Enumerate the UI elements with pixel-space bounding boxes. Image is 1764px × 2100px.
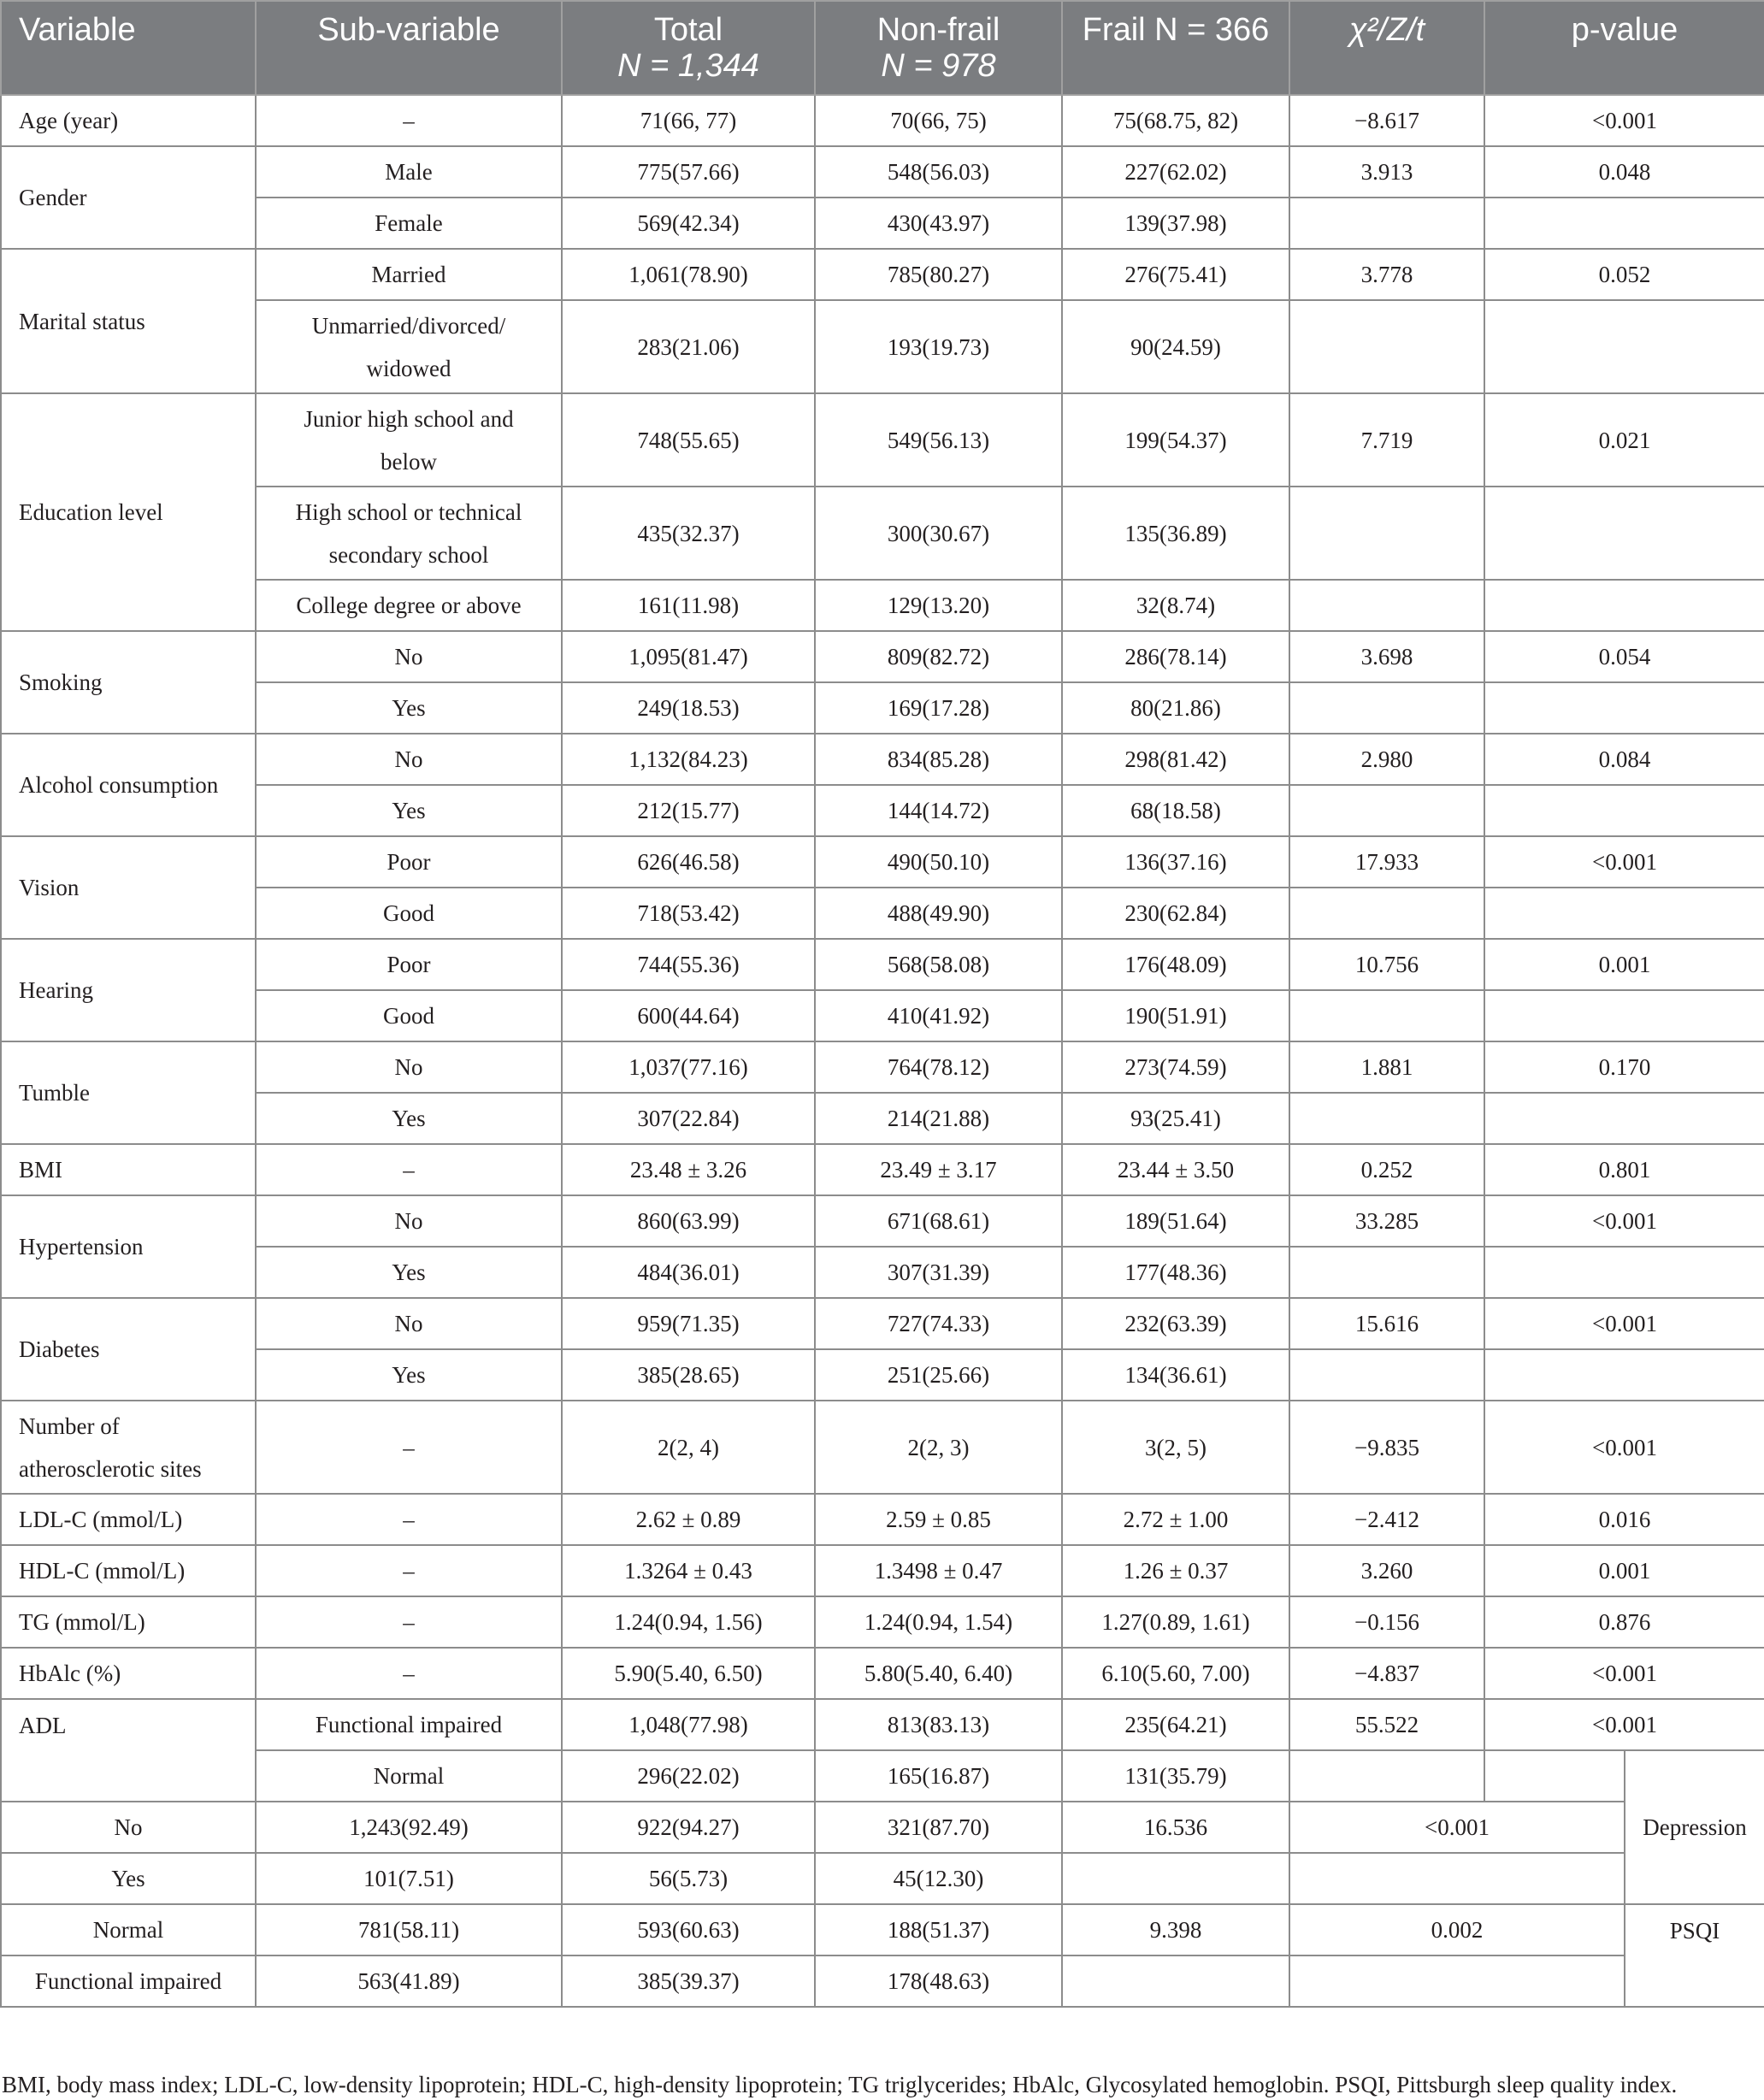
table-row bbox=[1, 300, 1764, 393]
nonfrail-cell: 169(17.28) bbox=[815, 682, 1062, 734]
nonfrail-cell: 727(74.33) bbox=[815, 1298, 1062, 1349]
pvalue-cell: <0.001 bbox=[1484, 836, 1764, 888]
sub-variable-cell: No bbox=[1, 1802, 256, 1853]
nonfrail-cell: 56(5.73) bbox=[562, 1853, 815, 1904]
nonfrail-cell: 5.80(5.40, 6.40) bbox=[815, 1648, 1062, 1699]
variable-cell: HDL-C (mmol/L) bbox=[1, 1545, 256, 1596]
frail-cell: 1.26 ± 0.37 bbox=[1062, 1545, 1289, 1596]
stat-cell: 15.616 bbox=[1289, 1298, 1484, 1349]
nonfrail-cell: 671(68.61) bbox=[815, 1195, 1062, 1247]
col-header-nonfrail-label: Non-frail bbox=[876, 12, 1000, 48]
nonfrail-cell: 593(60.63) bbox=[562, 1904, 815, 1955]
pvalue-cell: <0.001 bbox=[1484, 95, 1764, 146]
nonfrail-cell: 568(58.08) bbox=[815, 939, 1062, 990]
total-cell: 435(32.37) bbox=[562, 487, 815, 580]
col-header-frail: Frail N = 366 bbox=[1062, 1, 1289, 95]
nonfrail-cell: 1.3498 ± 0.47 bbox=[815, 1545, 1062, 1596]
pvalue-cell: 0.054 bbox=[1484, 631, 1764, 682]
table-row bbox=[1, 1041, 1764, 1093]
pvalue-cell bbox=[1289, 1955, 1625, 2007]
sub-variable-cell bbox=[256, 300, 562, 393]
table-row bbox=[1, 939, 1764, 990]
total-cell: 626(46.58) bbox=[562, 836, 815, 888]
table-row bbox=[1, 1596, 1764, 1648]
pvalue-cell bbox=[1484, 300, 1764, 393]
pvalue-cell: 0.084 bbox=[1484, 734, 1764, 785]
table-row bbox=[1, 1298, 1764, 1349]
variable-cell: Depression bbox=[1625, 1750, 1764, 1904]
stat-cell bbox=[1289, 888, 1484, 939]
stat-cell bbox=[1289, 785, 1484, 836]
pvalue-cell: <0.001 bbox=[1484, 1298, 1764, 1349]
stat-cell: 9.398 bbox=[1062, 1904, 1289, 1955]
stat-cell bbox=[1289, 990, 1484, 1041]
sub-variable-cell: Good bbox=[256, 888, 562, 939]
sub-variable-line: Unmarried/divorced/ bbox=[311, 312, 506, 339]
frail-cell: 189(51.64) bbox=[1062, 1195, 1289, 1247]
nonfrail-cell: 764(78.12) bbox=[815, 1041, 1062, 1093]
col-header-total-label: Total bbox=[653, 12, 723, 48]
total-cell: 2.62 ± 0.89 bbox=[562, 1494, 815, 1545]
table-row bbox=[1, 1247, 1764, 1298]
sub-variable-cell: No bbox=[256, 1041, 562, 1093]
frail-cell: 298(81.42) bbox=[1062, 734, 1289, 785]
stat-cell bbox=[1289, 1247, 1484, 1298]
pvalue-cell bbox=[1484, 580, 1764, 631]
frail-cell: 23.44 ± 3.50 bbox=[1062, 1144, 1289, 1195]
variable-cell: Smoking bbox=[1, 631, 256, 734]
table-row bbox=[1, 249, 1764, 300]
nonfrail-cell: 307(31.39) bbox=[815, 1247, 1062, 1298]
table-row bbox=[1, 1904, 1764, 1955]
table-row bbox=[1, 1699, 1764, 1750]
total-cell: 569(42.34) bbox=[562, 198, 815, 249]
col-header-stat: χ²/Z/t bbox=[1289, 1, 1484, 95]
frail-cell: 273(74.59) bbox=[1062, 1041, 1289, 1093]
stat-cell: −8.617 bbox=[1289, 95, 1484, 146]
total-cell: 1,095(81.47) bbox=[562, 631, 815, 682]
total-cell: 781(58.11) bbox=[256, 1904, 562, 1955]
table-row bbox=[1, 95, 1764, 146]
table-row bbox=[1, 1349, 1764, 1401]
total-cell: 283(21.06) bbox=[562, 300, 815, 393]
nonfrail-cell: 2.59 ± 0.85 bbox=[815, 1494, 1062, 1545]
frail-cell: 32(8.74) bbox=[1062, 580, 1289, 631]
total-cell: 600(44.64) bbox=[562, 990, 815, 1041]
total-cell: 959(71.35) bbox=[562, 1298, 815, 1349]
pvalue-cell bbox=[1484, 888, 1764, 939]
variable-cell: LDL-C (mmol/L) bbox=[1, 1494, 256, 1545]
total-cell: 161(11.98) bbox=[562, 580, 815, 631]
frail-cell: 131(35.79) bbox=[1062, 1750, 1289, 1802]
variable-cell: Education level bbox=[1, 393, 256, 631]
sub-variable-cell: – bbox=[256, 1648, 562, 1699]
col-header-nonfrail-n: N = 978 bbox=[881, 48, 996, 84]
table-row bbox=[1, 888, 1764, 939]
sub-variable-cell bbox=[256, 393, 562, 487]
sub-variable-cell: – bbox=[256, 1144, 562, 1195]
sub-variable-cell: No bbox=[256, 631, 562, 682]
total-cell: 1.3264 ± 0.43 bbox=[562, 1545, 815, 1596]
pvalue-cell bbox=[1484, 1247, 1764, 1298]
sub-variable-cell: Male bbox=[256, 146, 562, 198]
stat-cell: 3.778 bbox=[1289, 249, 1484, 300]
stat-cell bbox=[1289, 300, 1484, 393]
frail-cell: 80(21.86) bbox=[1062, 682, 1289, 734]
frail-cell: 286(78.14) bbox=[1062, 631, 1289, 682]
total-cell: 563(41.89) bbox=[256, 1955, 562, 2007]
pvalue-cell: <0.001 bbox=[1484, 1195, 1764, 1247]
table-row bbox=[1, 631, 1764, 682]
sub-variable-cell: Yes bbox=[256, 1247, 562, 1298]
header-row bbox=[1, 1, 1764, 95]
sub-variable-cell: Poor bbox=[256, 939, 562, 990]
frail-cell: 199(54.37) bbox=[1062, 393, 1289, 487]
nonfrail-cell: 1.24(0.94, 1.54) bbox=[815, 1596, 1062, 1648]
stat-cell bbox=[1062, 1955, 1289, 2007]
pvalue-cell: 0.002 bbox=[1289, 1904, 1625, 1955]
pvalue-cell: <0.001 bbox=[1484, 1699, 1764, 1750]
nonfrail-cell: 385(39.37) bbox=[562, 1955, 815, 2007]
nonfrail-cell: 834(85.28) bbox=[815, 734, 1062, 785]
sub-variable-cell: – bbox=[256, 95, 562, 146]
total-cell: 71(66, 77) bbox=[562, 95, 815, 146]
frail-cell: 1.27(0.89, 1.61) bbox=[1062, 1596, 1289, 1648]
pvalue-cell bbox=[1484, 990, 1764, 1041]
sub-variable-cell: – bbox=[256, 1401, 562, 1494]
nonfrail-cell: 430(43.97) bbox=[815, 198, 1062, 249]
total-cell: 2(2, 4) bbox=[562, 1401, 815, 1494]
sub-variable-line: Junior high school and bbox=[304, 405, 514, 432]
total-cell: 775(57.66) bbox=[562, 146, 815, 198]
table-row bbox=[1, 1802, 1764, 1853]
nonfrail-cell: 785(80.27) bbox=[815, 249, 1062, 300]
sub-variable-cell: No bbox=[256, 1298, 562, 1349]
table-row bbox=[1, 1545, 1764, 1596]
nonfrail-cell: 809(82.72) bbox=[815, 631, 1062, 682]
nonfrail-cell: 548(56.03) bbox=[815, 146, 1062, 198]
stat-cell: 10.756 bbox=[1289, 939, 1484, 990]
frail-cell: 321(87.70) bbox=[815, 1802, 1062, 1853]
nonfrail-cell: 813(83.13) bbox=[815, 1699, 1062, 1750]
sub-variable-line: High school or technical bbox=[295, 498, 522, 525]
pvalue-cell bbox=[1484, 1750, 1625, 1802]
table-row bbox=[1, 1750, 1764, 1802]
stat-cell: 3.913 bbox=[1289, 146, 1484, 198]
sub-variable-cell: Yes bbox=[1, 1853, 256, 1904]
nonfrail-cell: 193(19.73) bbox=[815, 300, 1062, 393]
pvalue-cell bbox=[1484, 198, 1764, 249]
variable-cell: ADL bbox=[1, 1699, 256, 1802]
pvalue-cell bbox=[1484, 1349, 1764, 1401]
pvalue-cell bbox=[1484, 785, 1764, 836]
stat-cell: 55.522 bbox=[1289, 1699, 1484, 1750]
total-cell: 23.48 ± 3.26 bbox=[562, 1144, 815, 1195]
sub-variable-cell: Yes bbox=[256, 1093, 562, 1144]
sub-variable-cell: – bbox=[256, 1596, 562, 1648]
frail-cell: 134(36.61) bbox=[1062, 1349, 1289, 1401]
frail-cell: 232(63.39) bbox=[1062, 1298, 1289, 1349]
stat-cell: −2.412 bbox=[1289, 1494, 1484, 1545]
total-cell: 1,037(77.16) bbox=[562, 1041, 815, 1093]
frail-cell: 135(36.89) bbox=[1062, 487, 1289, 580]
sub-variable-cell: Normal bbox=[1, 1904, 256, 1955]
frail-cell: 139(37.98) bbox=[1062, 198, 1289, 249]
pvalue-cell: <0.001 bbox=[1289, 1802, 1625, 1853]
frail-cell: 75(68.75, 82) bbox=[1062, 95, 1289, 146]
stat-cell bbox=[1289, 198, 1484, 249]
nonfrail-cell: 251(25.66) bbox=[815, 1349, 1062, 1401]
table-row bbox=[1, 393, 1764, 487]
frail-cell: 90(24.59) bbox=[1062, 300, 1289, 393]
pvalue-cell bbox=[1289, 1853, 1625, 1904]
table-row bbox=[1, 682, 1764, 734]
frail-cell: 45(12.30) bbox=[815, 1853, 1062, 1904]
sub-variable-cell: No bbox=[256, 734, 562, 785]
nonfrail-cell: 144(14.72) bbox=[815, 785, 1062, 836]
total-cell: 484(36.01) bbox=[562, 1247, 815, 1298]
pvalue-cell: 0.170 bbox=[1484, 1041, 1764, 1093]
total-cell: 1,243(92.49) bbox=[256, 1802, 562, 1853]
stat-cell: 3.698 bbox=[1289, 631, 1484, 682]
nonfrail-cell: 165(16.87) bbox=[815, 1750, 1062, 1802]
table-row bbox=[1, 146, 1764, 198]
total-cell: 296(22.02) bbox=[562, 1750, 815, 1802]
total-cell: 1,061(78.90) bbox=[562, 249, 815, 300]
stat-cell: 7.719 bbox=[1289, 393, 1484, 487]
variable-cell: BMI bbox=[1, 1144, 256, 1195]
col-header-pvalue: p-value bbox=[1484, 1, 1764, 95]
nonfrail-cell: 23.49 ± 3.17 bbox=[815, 1144, 1062, 1195]
sub-variable-cell: – bbox=[256, 1494, 562, 1545]
frail-cell: 2.72 ± 1.00 bbox=[1062, 1494, 1289, 1545]
variable-cell: Age (year) bbox=[1, 95, 256, 146]
pvalue-cell: 0.876 bbox=[1484, 1596, 1764, 1648]
sub-variable-cell: Yes bbox=[256, 682, 562, 734]
total-cell: 718(53.42) bbox=[562, 888, 815, 939]
frail-cell: 6.10(5.60, 7.00) bbox=[1062, 1648, 1289, 1699]
stat-cell: 33.285 bbox=[1289, 1195, 1484, 1247]
pvalue-cell bbox=[1484, 1093, 1764, 1144]
col-header-variable: Variable bbox=[1, 1, 256, 95]
variable-cell: Hypertension bbox=[1, 1195, 256, 1298]
pvalue-cell: 0.048 bbox=[1484, 146, 1764, 198]
total-cell: 5.90(5.40, 6.50) bbox=[562, 1648, 815, 1699]
nonfrail-cell: 214(21.88) bbox=[815, 1093, 1062, 1144]
variable-cell: HbAlc (%) bbox=[1, 1648, 256, 1699]
sub-variable-cell: Good bbox=[256, 990, 562, 1041]
sub-variable-line: widowed bbox=[366, 355, 451, 381]
table-row bbox=[1, 487, 1764, 580]
stat-cell: 1.881 bbox=[1289, 1041, 1484, 1093]
stat-cell: 16.536 bbox=[1062, 1802, 1289, 1853]
nonfrail-cell: 300(30.67) bbox=[815, 487, 1062, 580]
pvalue-cell: <0.001 bbox=[1484, 1401, 1764, 1494]
sub-variable-cell: Poor bbox=[256, 836, 562, 888]
frail-cell: 276(75.41) bbox=[1062, 249, 1289, 300]
pvalue-cell: 0.016 bbox=[1484, 1494, 1764, 1545]
stat-cell bbox=[1289, 580, 1484, 631]
variable-cell: TG (mmol/L) bbox=[1, 1596, 256, 1648]
variable-cell: Hearing bbox=[1, 939, 256, 1041]
variable-line: atherosclerotic sites bbox=[19, 1455, 202, 1482]
total-cell: 101(7.51) bbox=[256, 1853, 562, 1904]
pvalue-cell bbox=[1484, 682, 1764, 734]
frail-cell: 3(2, 5) bbox=[1062, 1401, 1289, 1494]
frail-cell: 176(48.09) bbox=[1062, 939, 1289, 990]
sub-variable-cell: No bbox=[256, 1195, 562, 1247]
variable-line: Number of bbox=[19, 1413, 120, 1439]
stat-cell: 17.933 bbox=[1289, 836, 1484, 888]
table-row bbox=[1, 580, 1764, 631]
sub-variable-cell: College degree or above bbox=[256, 580, 562, 631]
total-cell: 385(28.65) bbox=[562, 1349, 815, 1401]
pvalue-cell: 0.001 bbox=[1484, 1545, 1764, 1596]
table-row bbox=[1, 990, 1764, 1041]
sub-variable-cell bbox=[256, 487, 562, 580]
total-cell: 249(18.53) bbox=[562, 682, 815, 734]
total-cell: 1.24(0.94, 1.56) bbox=[562, 1596, 815, 1648]
total-cell: 860(63.99) bbox=[562, 1195, 815, 1247]
nonfrail-cell: 922(94.27) bbox=[562, 1802, 815, 1853]
table-footnote: BMI, body mass index; LDL-C, low-density lipoprotein; HDL-C, high-density lipoprotein; TG triglycerides; HbAlc, Glycosylated hemoglobin. PSQI, Pittsburgh sleep quality index. bbox=[2, 2072, 1678, 2097]
stat-cell bbox=[1289, 1093, 1484, 1144]
stat-cell: −0.156 bbox=[1289, 1596, 1484, 1648]
stat-cell bbox=[1289, 487, 1484, 580]
table-row bbox=[1, 1494, 1764, 1545]
sub-variable-cell: – bbox=[256, 1545, 562, 1596]
nonfrail-cell: 70(66, 75) bbox=[815, 95, 1062, 146]
nonfrail-cell: 410(41.92) bbox=[815, 990, 1062, 1041]
pvalue-cell: 0.052 bbox=[1484, 249, 1764, 300]
total-cell: 748(55.65) bbox=[562, 393, 815, 487]
sub-variable-cell: Female bbox=[256, 198, 562, 249]
total-cell: 1,048(77.98) bbox=[562, 1699, 815, 1750]
pvalue-cell: 0.021 bbox=[1484, 393, 1764, 487]
total-cell: 744(55.36) bbox=[562, 939, 815, 990]
frail-cell: 93(25.41) bbox=[1062, 1093, 1289, 1144]
table-row bbox=[1, 785, 1764, 836]
frail-cell: 235(64.21) bbox=[1062, 1699, 1289, 1750]
table-row bbox=[1, 1144, 1764, 1195]
pvalue-cell: 0.001 bbox=[1484, 939, 1764, 990]
stat-cell bbox=[1062, 1853, 1289, 1904]
table-row bbox=[1, 1195, 1764, 1247]
total-cell: 212(15.77) bbox=[562, 785, 815, 836]
col-header-nonfrail bbox=[815, 1, 1062, 95]
variable-cell: Vision bbox=[1, 836, 256, 939]
variable-cell: Tumble bbox=[1, 1041, 256, 1144]
stat-cell: −4.837 bbox=[1289, 1648, 1484, 1699]
variable-cell bbox=[1, 1401, 256, 1494]
nonfrail-cell: 549(56.13) bbox=[815, 393, 1062, 487]
pvalue-cell: 0.801 bbox=[1484, 1144, 1764, 1195]
table-row bbox=[1, 198, 1764, 249]
sub-variable-cell: Normal bbox=[256, 1750, 562, 1802]
sub-variable-cell: Yes bbox=[256, 1349, 562, 1401]
table-row bbox=[1, 1853, 1764, 1904]
frail-cell: 177(48.36) bbox=[1062, 1247, 1289, 1298]
stat-cell: 0.252 bbox=[1289, 1144, 1484, 1195]
table-row bbox=[1, 1648, 1764, 1699]
total-cell: 1,132(84.23) bbox=[562, 734, 815, 785]
sub-variable-cell: Functional impaired bbox=[1, 1955, 256, 2007]
stat-cell bbox=[1289, 1750, 1484, 1802]
table-row bbox=[1, 1093, 1764, 1144]
sub-variable-cell: Yes bbox=[256, 785, 562, 836]
col-header-total bbox=[562, 1, 815, 95]
pvalue-cell bbox=[1484, 487, 1764, 580]
pvalue-cell: <0.001 bbox=[1484, 1648, 1764, 1699]
sub-variable-line: secondary school bbox=[328, 541, 489, 568]
stat-cell: −9.835 bbox=[1289, 1401, 1484, 1494]
variable-cell: Alcohol consumption bbox=[1, 734, 256, 836]
frail-cell: 188(51.37) bbox=[815, 1904, 1062, 1955]
stat-cell: 2.980 bbox=[1289, 734, 1484, 785]
nonfrail-cell: 129(13.20) bbox=[815, 580, 1062, 631]
sub-variable-cell: Functional impaired bbox=[256, 1699, 562, 1750]
nonfrail-cell: 490(50.10) bbox=[815, 836, 1062, 888]
frail-cell: 68(18.58) bbox=[1062, 785, 1289, 836]
stat-cell bbox=[1289, 682, 1484, 734]
sub-variable-line: below bbox=[381, 448, 437, 475]
nonfrail-cell: 488(49.90) bbox=[815, 888, 1062, 939]
frail-cell: 227(62.02) bbox=[1062, 146, 1289, 198]
nonfrail-cell: 2(2, 3) bbox=[815, 1401, 1062, 1494]
table-row bbox=[1, 1955, 1764, 2007]
stat-cell bbox=[1289, 1349, 1484, 1401]
frail-cell: 190(51.91) bbox=[1062, 990, 1289, 1041]
col-header-sub-variable: Sub-variable bbox=[256, 1, 562, 95]
variable-cell: PSQI bbox=[1625, 1904, 1764, 2007]
variable-cell: Marital status bbox=[1, 249, 256, 393]
sub-variable-cell: Married bbox=[256, 249, 562, 300]
total-cell: 307(22.84) bbox=[562, 1093, 815, 1144]
variable-cell: Diabetes bbox=[1, 1298, 256, 1401]
table-row bbox=[1, 836, 1764, 888]
col-header-total-n: N = 1,344 bbox=[617, 48, 759, 84]
frail-cell: 136(37.16) bbox=[1062, 836, 1289, 888]
frail-cell: 230(62.84) bbox=[1062, 888, 1289, 939]
table-row bbox=[1, 1401, 1764, 1494]
variable-cell: Gender bbox=[1, 146, 256, 249]
stat-cell: 3.260 bbox=[1289, 1545, 1484, 1596]
frail-cell: 178(48.63) bbox=[815, 1955, 1062, 2007]
table-row bbox=[1, 734, 1764, 785]
